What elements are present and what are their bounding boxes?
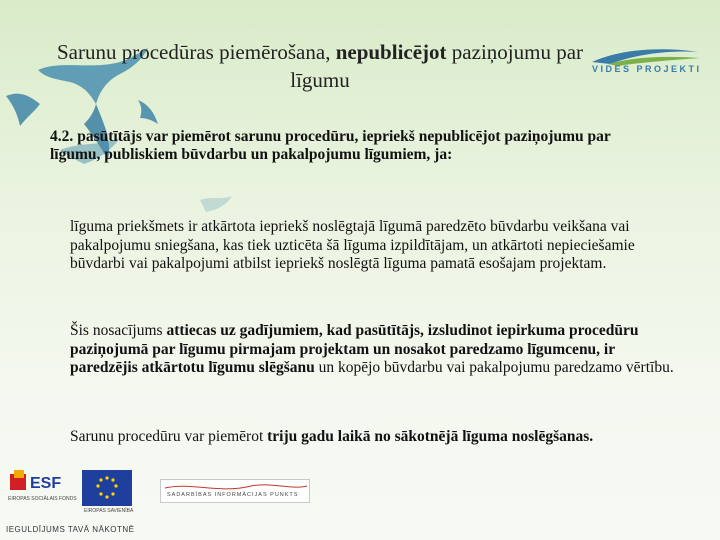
eu-flag-icon [82,470,132,506]
point-4-2 [50,128,650,164]
title-part2: paziņojumu par līgumu [290,40,584,92]
title-bold: nepublicējot [335,40,447,64]
p2-end: un kopējo būvdarbu vai pakalpojumu paredzamo vērtību. [314,359,674,376]
point-text: pasūtītājs var piemērot sarunu procedūru, iepriekš nepublicējot paziņojumu par līgumu, publiskiem būvdarbu un pakalpojumu līgumiem, ja: [50,128,611,163]
paragraph-1: līguma priekšmets ir atkārtota iepriekš noslēgtajā līgumā paredzēto būvdarbu veikšana vai pakalpojumu sniegšana, kas tiek uzticēta šā līguma izpildītājam, un atkārtoti nepieciešamie būvdarbi vai pakalpojumi atbilst iepriekš noslēgtā līguma pamatā esošajam projektam. [70,218,635,272]
paragraph-3 [70,428,680,447]
cohesion-logo [160,479,310,503]
point-number: 4.2. [50,128,74,145]
p3-normal: Sarunu procedūru var piemērot [70,428,268,445]
p2-normal: Šis nosacījums [70,322,167,339]
title-part1: Sarunu procedūras piemērošana, [56,40,336,64]
slide-title [40,38,600,94]
p2-bold: attiecas uz gadījumiem, kad pasūtītājs, izsludinot iepirkuma procedūru paziņojumā par līgumu pirmajam projektam un nosakot paredzamo līgumcenu, ir paredzējis atkārtotu līgumu slēgšanu [70,322,639,376]
logo-swoosh-icon [588,44,708,66]
logo-text: VIDES PROJEKTI [592,64,702,74]
esf-logo [8,468,77,513]
eu-sub: EIROPAS SAVIENĪBA [84,508,134,514]
cohesion-label: SADARBĪBAS INFORMĀCIJAS PUNKTS [167,492,299,498]
p3-bold: triju gadu laikā no sākotnējā līguma noslēgšanas. [267,428,594,445]
footer-slogan: IEGULDĪJUMS TAVĀ NĀKOTNĒ [6,525,135,534]
esf-label: ESF [30,475,62,492]
esf-sub: EIROPAS SOCIĀLAIS FONDS [8,496,77,502]
vides-projekti-logo [588,44,708,84]
paragraph-2 [70,322,680,378]
esf-flag-icon [8,468,68,498]
